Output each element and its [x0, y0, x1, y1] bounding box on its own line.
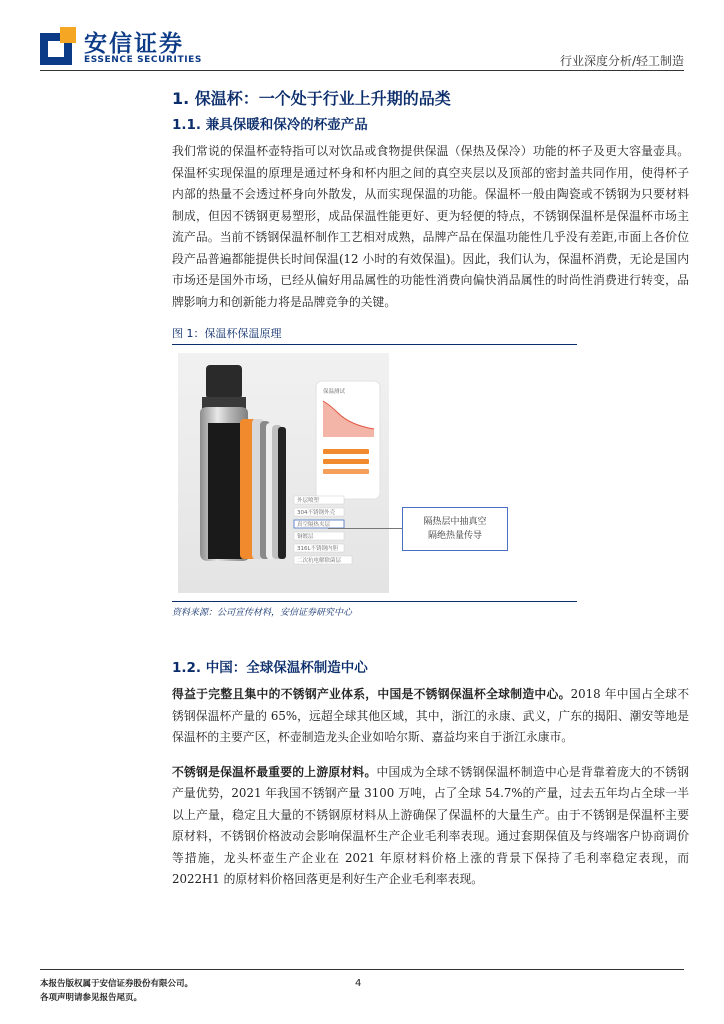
callout-connector — [328, 528, 402, 529]
report-category: 行业深度分析/轻工制造 — [559, 54, 684, 68]
main-content — [172, 88, 689, 891]
callout-line-1: 隔热层中抽真空 — [423, 517, 487, 527]
layer-label: 外层喷塑 — [297, 498, 320, 504]
layer-label: 304不锈钢外壳 — [297, 510, 335, 516]
paragraph-lead: 得益于完整且集中的不锈钢产业体系，中国是不锈钢保温杯全球制造中心。 — [172, 687, 571, 701]
thermos-illustration — [178, 353, 389, 593]
section-1-1-title: 1.1. 兼具保暖和保冷的杯壶产品 — [172, 117, 368, 133]
section-1-2-paragraph-2 — [172, 762, 689, 891]
figure-callout — [402, 507, 508, 551]
page-header — [0, 0, 724, 80]
figure-source: 资料来源：公司宣传材料，安信证券研究中心 — [172, 601, 577, 618]
section-1-2-paragraph-1 — [172, 684, 689, 749]
layer-labels — [294, 496, 352, 564]
paragraph-body: 2018 年中国占全球不锈钢保温杯产量的 65%，远超全球其他区域，其中，浙江的永康、武义，广东的揭阳、潮安等地是保温杯的主要产区，杯壶制造龙头企业如哈尔斯、嘉益均来自于浙江永康市。 — [172, 687, 689, 744]
callout-line-2: 隔绝热量传导 — [427, 531, 482, 541]
layer-label: 铜镀层 — [297, 534, 314, 540]
footer-disclaimer: 各项声明请参见报告尾页。 — [40, 993, 143, 1003]
logo-mark-icon — [40, 27, 76, 65]
figure-1-title: 图 1：保温杯保温原理 — [172, 325, 577, 345]
section-1-2-title: 1.2. 中国：全球保温杯制造中心 — [172, 660, 368, 676]
paragraph-lead: 不锈钢是保温杯最重要的上游原材料。 — [172, 764, 377, 779]
footer-copyright: 本报告版权属于安信证券股份有限公司。 — [40, 979, 194, 989]
layer-label: 二次抗电解除菌层 — [297, 558, 342, 564]
section-1-title: 1. 保温杯：一个处于行业上升期的品类 — [172, 89, 451, 108]
logo-text-en: ESSENCE SECURITIES — [84, 55, 203, 65]
footer-divider — [40, 969, 684, 970]
paragraph-body: 中国成为全球不锈钢保温杯制造中心是背靠着庞大的不锈钢产量优势，2021 年我国不锈钢产量 3100 万吨，占了全球 54.7%的产量，过去五年均占全球一半以上产量，稳定且大量的不锈钢原材料从上游确保了保温杯的大量生产。由于不锈钢是保温杯主要原材料，不锈钢价格波动会影响保温杯生产企业毛利率表现。通过套期保值及与终端客户协商调价等措施，龙头杯壶生产企业在 2021 年原材料价格上涨的背景下保持了毛利率稳定表现，而 2022H1 的原材料价格回落更是利好生产企业毛利率表现。 — [172, 764, 689, 886]
company-logo — [40, 25, 230, 70]
header-divider — [40, 70, 684, 71]
logo-text-cn: 安信证券 — [84, 31, 184, 57]
layer-label-highlighted: 真空隔热夹层 — [297, 522, 331, 528]
page-number: 4 — [355, 978, 362, 989]
layer-label: 316L不锈钢内胆 — [297, 546, 339, 552]
section-1-1-paragraph: 我们常说的保温杯壶特指可以对饮品或食物提供保温（保热及保冷）功能的杯子及更大容量壶具。保温杯实现保温的原理是通过杯身和杯内胆之间的真空夹层以及顶部的密封盖共同作用，使得杯子内部的热量不会透过杯身向外散发，从而实现保温的功能。保温杯一般由陶瓷或不锈钢为只要材料制成，但因不锈钢更易塑形，成品保温性能更好、更为轻便的特点，不锈钢保温杯是保温杯市场主流产品。当前不锈钢保温杯制作工艺相对成熟，品牌产品在保温功能性几乎没有差距,市面上各价位段产品普遍都能提供长时间保温(12 小时的有效保温)。因此，我们认为，保温杯消费，无论是国内市场还是国外市场，已经从偏好用品属性的功能性消费向偏快消品属性的时尚性消费进行转变，品牌影响力和创新能力将是品牌竞争的关键。 — [172, 144, 689, 309]
figure-1 — [172, 353, 689, 601]
app-title: 保温测试 — [323, 389, 346, 395]
